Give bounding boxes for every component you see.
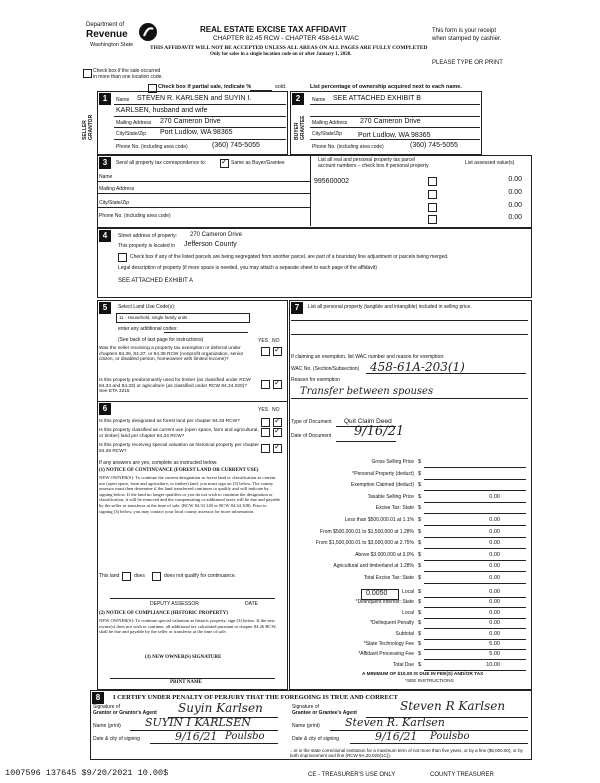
tax-line-rule (424, 583, 526, 584)
buyer-side-label: BUYER GRANTEE (294, 115, 306, 140)
receipt-note-2: when stamped by cashier. (432, 36, 502, 42)
perjury-note: ...nt in the state correctional institution for a maximum term of not more than five years, or by a fine ($5,000.00), or by both imprisonment and fine (RCW 9A.20.020(1C)). (290, 748, 523, 758)
grantee-date-label: Date & city of signing (292, 736, 339, 742)
tax-line (292, 662, 528, 671)
more-than-one-checkbox[interactable] (83, 69, 92, 78)
tax-line-value[interactable]: 0.00 (489, 493, 500, 500)
tax-line-label: *Affidavit Processing Fee (358, 651, 414, 658)
tax-line-value[interactable]: 5.00 (489, 641, 500, 647)
s6-q2-no[interactable] (273, 428, 282, 437)
doc-type-value[interactable]: Quit Claim Deed (344, 418, 392, 425)
tax-line (292, 620, 528, 629)
s6-q1-yes[interactable] (261, 418, 270, 427)
grantee-sig-label-1: Signature of (292, 704, 319, 710)
tax-line (292, 599, 528, 608)
s3-phone-label: Phone No. (including area code) (99, 213, 171, 219)
tax-line (292, 563, 528, 572)
doc-date-label: Date of Document (291, 433, 332, 439)
tax-line (292, 610, 528, 619)
personal-property-checkbox[interactable] (428, 215, 437, 224)
s5-q2-no[interactable] (273, 380, 282, 389)
sold-label: sold. (275, 84, 287, 90)
tax-line-label: Total Due (392, 661, 414, 668)
tax-line (292, 540, 528, 549)
dollar-sign: $ (418, 599, 422, 606)
seller-mailing-line (114, 127, 286, 128)
date-label: DATE (245, 601, 258, 607)
s3-mailing-line (97, 193, 310, 194)
assessed-value[interactable]: 0.00 (508, 202, 522, 209)
does-not-label: does not qualify for continuance. (164, 573, 236, 579)
tax-line-rule (424, 537, 526, 538)
tax-line-label: Subtotal (395, 630, 414, 637)
dollar-sign: $ (418, 651, 422, 658)
s6-no: NO (272, 407, 280, 413)
parcel-row[interactable] (312, 202, 528, 212)
tax-line-label: From $1,500,000.01 to $3,000,000 at 2.75% (315, 540, 414, 547)
tax-line-label: Total Excise Tax: State (363, 575, 414, 581)
additional-codes-line (164, 332, 248, 333)
tax-line-rule (424, 502, 526, 503)
dollar-sign: $ (418, 540, 422, 547)
buyer-phone-label: Phone No. (including area code) (312, 144, 384, 150)
local-rate: 0.0050 (366, 590, 388, 597)
dollar-sign: $ (418, 493, 422, 500)
s5-no: NO (272, 338, 280, 344)
legal-description[interactable]: SEE ATTACHED EXHIBIT A (118, 278, 194, 284)
form-subtitle: CHAPTER 82.45 RCW - CHAPTER 458-61A WAC (213, 35, 360, 42)
dor-logo-icon (138, 22, 158, 42)
tax-line (292, 651, 528, 660)
partial-sale-label: Check box if partial sale, indicate % (158, 84, 252, 90)
print-name-line (110, 678, 275, 679)
tax-line-rule (424, 618, 526, 619)
s3-name-line (97, 181, 310, 182)
land-use-select[interactable] (116, 313, 250, 323)
claiming-label: If claiming an exemption, list WAC number and reason for exemption: (291, 354, 445, 360)
s3-city-label: City/State/Zip (99, 200, 130, 206)
buyer-city[interactable]: Port Ludlow, WA 98365 (358, 132, 431, 139)
dollar-sign: $ (418, 630, 422, 637)
buyer-city-line (310, 139, 480, 140)
dollar-sign: $ (418, 551, 422, 558)
tax-line-value[interactable]: 0.00 (489, 589, 500, 595)
buyer-phone[interactable]: (360) 745-5055 (410, 142, 458, 149)
tax-line-label: Agricultural and timberland at 1.28% (333, 563, 414, 570)
tax-line (292, 552, 528, 561)
parcel-row[interactable] (312, 214, 528, 224)
tax-line-label: From $500,000.01 to $1,500,000 at 1.28% (320, 528, 414, 535)
tax-line-label: *Personal Property (deduct) (352, 470, 414, 477)
notice-1-title: (1) NOTICE OF CONTINUANCE (FOREST LAND OR CURRENT USE) (99, 468, 259, 473)
warning: THIS AFFIDAVIT WILL NOT BE ACCEPTED UNLESS ALL AREAS ON ALL PAGES ARE FULLY COMPLETED (150, 45, 428, 51)
seller-city[interactable]: Port Ludlow, WA 98365 (160, 129, 233, 136)
buyer-name-line (310, 104, 480, 105)
dollar-sign: $ (418, 528, 422, 535)
buyer-mailing-line (310, 127, 480, 128)
dollar-sign: $ (418, 505, 422, 512)
tax-line (292, 589, 528, 598)
tax-line-label: *Delinquent Interest: State (355, 599, 414, 606)
notice-2-body: NEW OWNER(S): To continue special valuation as historic property, sign (3) below. If the new owner(s) does not wish to continue, all additional tax calculated pursuant to chapter 84.26 RCW, shall be due and payable by the seller or transferor at the time of sale. (99, 618, 277, 635)
s5-q1: Was the seller receiving a property tax exemption or deferral under chapters 84.36, 84.37, or 84.38 RCW (nonprofit organization, senior citizen, or disabled person, homeowner with limited income)? (99, 346, 244, 363)
send-correspondence-label: Send all property tax correspondence to: (116, 160, 207, 166)
doc-date-value[interactable]: 9/16/21 (354, 424, 405, 439)
s3-mailing-label: Mailing Address (99, 186, 135, 192)
buyer-name[interactable]: SEE ATTACHED EXHIBIT B (333, 95, 421, 102)
tax-line-rule (424, 548, 526, 549)
section-3-number: 3 (99, 157, 111, 169)
tax-line-rule (424, 560, 526, 561)
grantor-sig-label-1: Signature of (93, 704, 120, 710)
pp-line-2 (291, 334, 528, 335)
tax-line (292, 482, 528, 491)
s3-divider (310, 155, 311, 226)
tax-line-rule (424, 597, 526, 598)
s3-city-line (97, 207, 310, 208)
if-yes-label: If any answers are yes, complete as instructed below. (99, 460, 218, 466)
section-4-number: 4 (99, 230, 111, 242)
tax-line-rule (424, 513, 526, 514)
see-back-label: (See back of last page for instructions) (118, 337, 204, 343)
s6-yes: YES (258, 407, 269, 413)
segregated-checkbox[interactable] (118, 253, 127, 262)
segregated-label: Check box if any of the listed parcels are being segregated from another parcel, are part of a boundary line adjustment or parcels being merged. (130, 254, 449, 260)
tax-line (292, 505, 528, 514)
grantee-date[interactable]: 9/16/21 (375, 730, 418, 743)
seller-name-label: Name (116, 97, 130, 103)
parcel-header-1: List all real and personal property tax parcel (318, 157, 415, 163)
s5-q1-yes[interactable] (261, 347, 270, 356)
s6-q2-yes[interactable] (261, 428, 270, 437)
dollar-sign: $ (418, 459, 422, 465)
legal-label: Legal description of property (if more space is needed, you may attach a separate sheet to each page of the affidavit) (118, 265, 377, 271)
grantor-date[interactable]: 9/16/21 (175, 730, 218, 743)
s3-name-label: Name (99, 174, 113, 180)
personal-property-checkbox[interactable] (428, 190, 437, 199)
wac-label: WAC No. (Section/Subsection) (291, 366, 360, 372)
s5-q1-no[interactable] (273, 347, 282, 356)
more-than-one-1: Check box if the sale occurred (93, 68, 161, 74)
reason-value[interactable]: Transfer between spouses (300, 386, 434, 397)
tax-line-label: Gross Selling Price (371, 459, 414, 465)
seller-mailing[interactable]: 270 Cameron Drive (160, 118, 221, 125)
assessed-value[interactable]: 0.00 (508, 189, 522, 196)
tax-line-label: Excise Tax: State (375, 505, 414, 512)
seller-city-label: City/State/Zip (116, 131, 147, 137)
assessed-value[interactable]: 0.00 (508, 176, 522, 183)
section-7-number: 7 (291, 302, 303, 314)
parcel-row[interactable] (312, 189, 528, 199)
buyer-name2-line (310, 116, 480, 117)
grantor-sig-label-2: Grantor or Grantor's Agent (93, 710, 157, 716)
personal-property-checkbox[interactable] (428, 203, 437, 212)
buyer-name-label: Name (312, 97, 326, 103)
wac-line (366, 373, 526, 374)
section-1-number: 1 (99, 93, 111, 105)
s5-yes: YES (258, 338, 269, 344)
land-use-value: 11 - Household, single family units (119, 315, 188, 320)
s6-q3: Is this property receiving special valuation as historical property per chapter 84.26 RCW? (99, 443, 259, 454)
tax-line-rule (424, 659, 526, 660)
does-checkbox[interactable] (122, 572, 131, 581)
assessed-value[interactable]: 0.00 (508, 214, 522, 221)
tax-line-rule (424, 467, 526, 468)
grantee-name[interactable]: Steven R. Karlsen (345, 716, 445, 729)
section-6-number: 6 (99, 403, 111, 415)
s6-q3-yes[interactable] (261, 444, 270, 453)
s6-q2: Is this property classified as current use (open space, farm and agricultural, or timber) land per chapter 84.34 RCW? (99, 428, 259, 439)
tax-line-value[interactable]: 0.00 (489, 517, 500, 523)
pp-line-1 (291, 320, 528, 321)
new-owner-sig-label: (3) NEW OWNER(S) SIGNATURE (145, 655, 222, 660)
grantor-name[interactable]: SUYIN I KARLSEN (145, 716, 251, 729)
same-as-buyer-checkbox[interactable] (220, 159, 229, 168)
assessed-header: List assessed value(s) (465, 160, 515, 166)
tax-line-value[interactable]: 0.00 (489, 630, 500, 637)
grantee-name-line (330, 730, 528, 731)
street-label: Street address of property: (118, 233, 178, 239)
tax-line-rule (424, 525, 526, 526)
tax-line-rule (424, 649, 526, 650)
tax-line (292, 494, 528, 503)
doc-date-line (336, 441, 396, 442)
certify-statement: I CERTIFY UNDER PENALTY OF PERJURY THAT THE FOREGOING IS TRUE AND CORRECT (113, 694, 398, 701)
tax-line (292, 459, 528, 468)
dollar-sign: $ (418, 661, 422, 668)
grantor-name-label: Name (print) (93, 723, 121, 729)
tax-line-value[interactable]: 0.00 (489, 609, 500, 616)
seller-name-line (114, 104, 286, 105)
seller-mailing-label: Mailing Address (116, 120, 152, 126)
grantor-date-label: Date & city of signing (93, 736, 140, 742)
dollar-sign: $ (418, 470, 422, 477)
does-not-checkbox[interactable] (152, 572, 161, 581)
tax-line-rule (424, 628, 526, 629)
land-use-label: Select Land Use Code(s): (118, 304, 176, 310)
seller-name[interactable]: STEVEN R. KARLSEN and SUYIN I. (137, 95, 252, 102)
dept-line3: Washington State (90, 42, 134, 48)
tax-line-rule (424, 670, 526, 671)
tax-line (292, 471, 528, 480)
personal-prop-label: List all personal property (tangible and intangible) included in selling price. (308, 304, 472, 310)
tax-line-label: Local (402, 589, 414, 595)
dept-line1: Department of (86, 22, 125, 28)
tax-line-value[interactable]: 0.00 (489, 540, 500, 547)
parcel-number[interactable]: 995600002 (314, 178, 350, 185)
tax-line-value[interactable]: 5.00 (489, 651, 500, 658)
seller-name-2[interactable]: KARLSEN, husband and wife (116, 107, 208, 114)
tax-line-label: Above $3,000,000 at 3.0% (355, 551, 414, 558)
more-than-one-2: in more than one location code. (93, 74, 163, 80)
personal-property-checkbox[interactable] (428, 177, 437, 186)
county-treasurer: COUNTY TREASURER (430, 772, 494, 778)
doc-type-label: Type of Document (291, 419, 332, 425)
s5-q2-yes[interactable] (261, 380, 270, 389)
notice-1-body: NEW OWNER(S): To continue the current designation as forest land or classification as current use (open space, farm and agriculture, or timber) land, you must sign on (3) below. The county assessor must then determine if the land transferred continues to qualify and will indicate by signing below. If the land no longer qualifies or you do not wish to continue the designation or classification, it will be removed and the compensating or additional taxes will be due and payable by the seller or transferor at the time of sale. (RCW 84.33.140 or RCW 84.34.108). Prior to signing (3) below, you may contact your local county assessor for more information. (99, 475, 281, 514)
dollar-sign: $ (418, 575, 422, 581)
seller-phone-label: Phone No. (including area code) (116, 144, 188, 150)
seller-city-line (114, 139, 286, 140)
seller-name2-line (114, 116, 286, 117)
grantee-name-label: Name (print) (292, 723, 320, 729)
s6-q3-no[interactable] (273, 444, 282, 453)
grantee-sig-label-2: Grantee or Grantee's Agent (292, 710, 357, 716)
grantor-signature[interactable]: Suyin Karlsen (178, 701, 263, 715)
dept-line2: Revenue (86, 29, 128, 40)
grantee-city[interactable]: Poulsbo (430, 731, 470, 742)
print-name-label: PRINT NAME (170, 680, 202, 685)
receipt-note-1: This form is your receipt (432, 28, 497, 34)
tax-line-rule (424, 607, 526, 608)
street-address[interactable]: 270 Cameron Drive (190, 232, 243, 238)
this-land-label: This land (99, 573, 120, 579)
tax-line (292, 641, 528, 650)
seller-phone[interactable]: (360) 745-5055 (212, 142, 260, 149)
buyer-mailing[interactable]: 270 Cameron Drive (360, 118, 421, 125)
county[interactable]: Jefferson County (184, 241, 237, 248)
treasurer-use: CE - TREASURER'S USE ONLY (308, 772, 396, 778)
seller-side-label: SELLER GRANTOR (82, 114, 94, 140)
tax-line-rule (424, 479, 526, 480)
reason-label: Reason for exemption (291, 377, 340, 383)
see-instructions: *SEE INSTRUCTIONS (405, 679, 454, 684)
dollar-sign: $ (418, 620, 422, 627)
notice-2-title: (2) NOTICE OF COMPLIANCE (HISTORIC PROPERTY) (99, 611, 228, 616)
deputy-line (110, 598, 275, 599)
parcel-header-2: account numbers – check box if personal property (318, 163, 429, 169)
tax-line (292, 631, 528, 640)
minimum-note: A MINIMUM OF $10.00 IS DUE IN FEE(S) AND/OR TAX (362, 672, 484, 677)
grantor-city[interactable]: Poulsbo (225, 731, 265, 742)
located-label: This property is located in (118, 243, 175, 249)
same-as-buyer-label: Same as Buyer/Grantee (231, 160, 285, 166)
tax-line-value[interactable]: 0.00 (489, 599, 500, 606)
tax-line-rule (424, 571, 526, 572)
section-8-number: 8 (92, 692, 104, 704)
grantee-date-line (350, 743, 528, 744)
tax-line-value[interactable]: 10.00 (486, 661, 500, 668)
deputy-label: DEPUTY ASSESSOR (150, 601, 199, 607)
tax-line-value[interactable]: 0.00 (489, 528, 500, 535)
buyer-mailing-label: Mailing Address (312, 120, 348, 126)
tax-line-rule (424, 639, 526, 640)
only-for: Only for sales in a single location code on or after January 1, 2020. (210, 52, 352, 57)
grantor-date-line (150, 743, 278, 744)
buyer-city-label: City/State/Zip (312, 131, 343, 137)
tax-line-label: Taxable Selling Price (367, 493, 414, 500)
tax-line-label: Less than $500,000.01 at 1.1% (344, 517, 414, 523)
recording-stamp: 1007596 137645 $9/20/2021 10.00$ (5, 768, 169, 778)
section-2-number: 2 (292, 93, 304, 105)
dollar-sign: $ (418, 609, 422, 616)
tax-line-label: *State Technology Fee (363, 641, 414, 647)
dollar-sign: $ (418, 517, 422, 523)
does-label: does (134, 573, 145, 579)
tax-line-value[interactable]: 0.00 (489, 575, 500, 581)
tax-line-value[interactable]: 0.00 (489, 551, 500, 558)
tax-line (292, 529, 528, 538)
wac-number[interactable]: 458-61A-203(1) (370, 360, 465, 374)
reason-line (291, 398, 528, 399)
tax-line (292, 517, 528, 526)
tax-line-value[interactable]: 0.00 (489, 620, 500, 627)
tax-line-rule (424, 490, 526, 491)
additional-codes-label: enter any additional codes: (118, 326, 178, 332)
tax-line-label: Exemption Claimed (deduct) (350, 482, 414, 489)
form-title: REAL ESTATE EXCISE TAX AFFIDAVIT (200, 25, 347, 34)
tax-line-value[interactable]: 0.00 (489, 563, 500, 570)
grantee-signature[interactable]: Steven R Karlsen (400, 699, 506, 713)
tax-line-label: *Delinquent Penalty (370, 620, 414, 627)
s6-q1: Is this property designated as forest land per chapter 84.33 RCW? (99, 419, 240, 424)
section-5-number: 5 (99, 302, 111, 314)
dollar-sign: $ (418, 641, 422, 647)
tax-line (292, 575, 528, 584)
tax-line-label: Local (402, 609, 414, 616)
dollar-sign: $ (418, 563, 422, 570)
dollar-sign: $ (418, 589, 422, 595)
dollar-sign: $ (418, 482, 422, 489)
list-pct-label: List percentage of ownership acquired next to each name. (310, 84, 462, 90)
s5-q2: Is this property predominantly used for timber (as classified under RCW 84.34 and 84.33) or agriculture (as classified under RCW 84.34.020)? See ETA 3215 (99, 378, 251, 395)
please-type: PLEASE TYPE OR PRINT (432, 60, 503, 66)
parcel-row[interactable] (312, 176, 528, 186)
